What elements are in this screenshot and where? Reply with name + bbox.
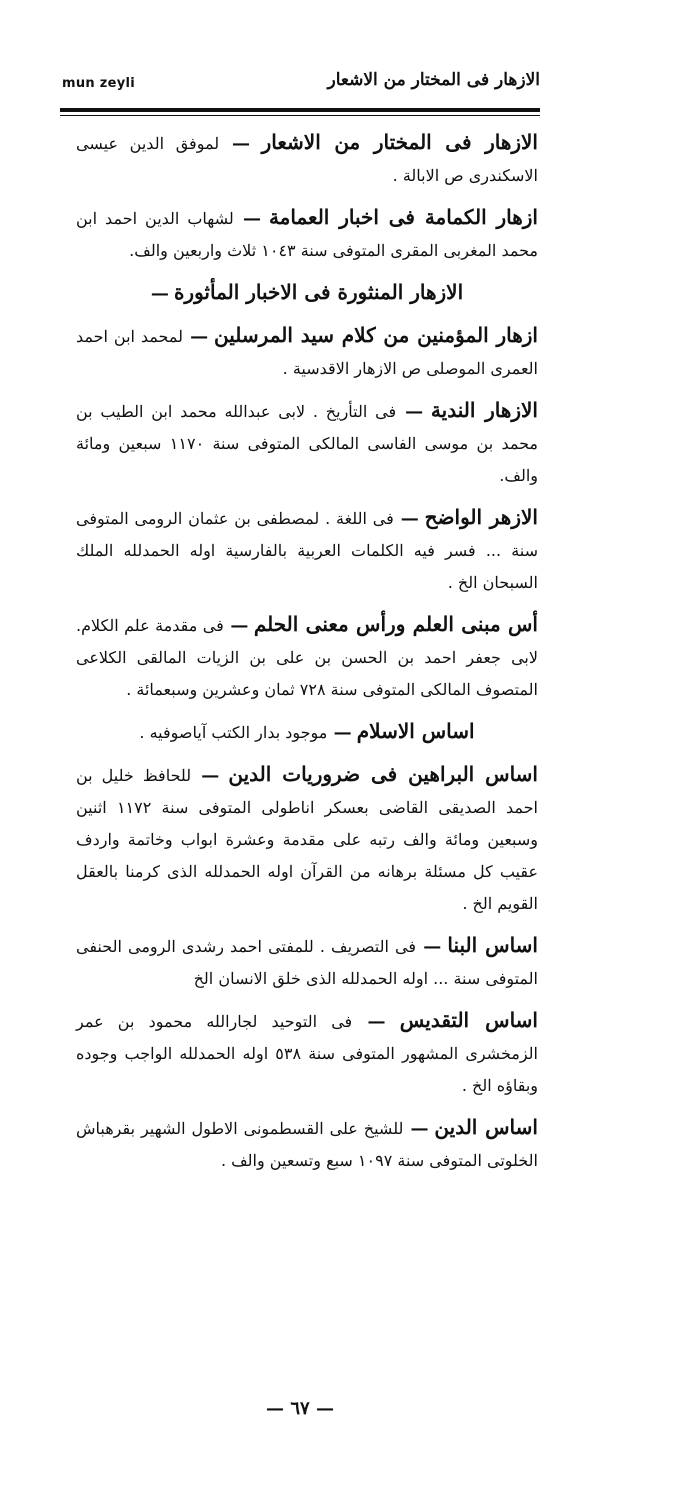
entry-2: ازهار الكمامة فى اخبار العمامة — لشهاب الدين احمد ابن محمد المغربى المقرى المتوفى سنة ١٠٤٣ ثلاث واربعين والف. [76, 205, 538, 260]
entry-title: أس مبنى العلم ورأس معنى الحلم [253, 612, 538, 636]
entry-title: الازهار الندية [430, 398, 538, 422]
entry-1: الازهار فى المختار من الاشعار — لموفق الدين عيسى الاسكندرى ص الابالة . [76, 130, 538, 185]
entry-body: موجود بدار الكتب آياصوفيه . [139, 723, 328, 742]
entry-title: اساس الاسلام [356, 719, 475, 743]
entry-body: فى التصريف . للمفتى احمد رشدى الرومى الحنفى المتوفى سنة ... اوله الحمدلله الذى خلق الانسان الخ [76, 937, 538, 988]
entry-11: اساس التقديس — فى التوحيد لجارالله محمود بن عمر الزمخشرى المشهور المتوفى سنة ٥٣٨ اوله الحمدلله الواجب وجوده وبقاؤه الخ . [76, 1008, 538, 1095]
entry-title: الازهر الواضح [424, 505, 538, 529]
entry-body: فى مقدمة علم الكلام. لابى جعفر احمد بن الحسن بن على بن الزيات المالقى الكلاعى المتصوف المالكى المتوفى سنة ٧٢٨ ثمان وعشرين وسبعمائة . [76, 616, 538, 699]
header-left-text: mun zeyli [62, 76, 136, 91]
entry-title: اساس التقديس [399, 1008, 538, 1032]
entry-4: ازهار المؤمنين من كلام سيد المرسلين — لمحمد ابن احمد العمرى الموصلى ص الازهار الاقدسية . [76, 323, 538, 378]
entry-3: الازهار المنثورة فى الاخبار المأثورة — [150, 280, 464, 304]
entry-body: للحافظ خليل بن احمد الصديقى القاضى بعسكر اناطولى المتوفى سنة ١١٧٢ اثنين وسبعين ومائة والف رتبه على مقدمة وعشرة ابواب وخاتمة واردف عقيب كل مسئلة برهانه من القرآن اوله الحمدلله الذى كرمنا بالعقل القويم الخ . [76, 766, 539, 913]
entry-title: الازهار فى المختار من الاشعار [261, 130, 538, 154]
entry-8: اساس الاسلام — موجود بدار الكتب آياصوفيه . [139, 719, 475, 743]
entries-list [76, 126, 538, 1186]
entry-6: الازهر الواضح — فى اللغة . لمصطفى بن عثمان الرومى المتوفى سنة ... فسر فيه الكلمات العربية بالفارسية اوله الحمدلله الملك السبحان الخ . [76, 505, 538, 592]
entry-body: لشهاب الدين احمد ابن محمد المغربى المقرى المتوفى سنة ١٠٤٣ ثلاث واربعين والف. [76, 209, 538, 260]
entry-body: فى اللغة . لمصطفى بن عثمان الرومى المتوفى سنة ... فسر فيه الكلمات العربية بالفارسية اوله الحمدلله الملك السبحان الخ . [76, 509, 538, 592]
entry-7: أس مبنى العلم ورأس معنى الحلم — فى مقدمة علم الكلام. لابى جعفر احمد بن الحسن بن على بن الزيات المالقى الكلاعى المتصوف المالكى المتوفى سنة ٧٢٨ ثمان وعشرين وسبعمائة . [76, 612, 538, 699]
header-rule-thick [60, 108, 540, 112]
entry-5: الازهار الندية — فى التأريخ . لابى عبدالله محمد ابن الطيب بن محمد بن موسى الفاسى المالكى المتوفى سنة ١١٧٠ سبعين ومائة والف. [76, 398, 539, 485]
running-header [62, 70, 540, 110]
entry-body: للشيخ على القسطمونى الاطول الشهير بقرهباش الخلوتى المتوفى سنة ١٠٩٧ سبع وتسعين والف . [76, 1119, 538, 1170]
entry-title: ازهار المؤمنين من كلام سيد المرسلين [214, 323, 538, 347]
entry-body: لمحمد ابن احمد العمرى الموصلى ص الازهار الاقدسية . [76, 327, 538, 378]
entry-title: ازهار الكمامة فى اخبار العمامة [268, 205, 538, 229]
entry-title: الازهار المنثورة فى الاخبار المأثورة [173, 280, 464, 304]
entry-body: فى التوحيد لجارالله محمود بن عمر الزمخشرى المشهور المتوفى سنة ٥٣٨ اوله الحمدلله الواجب وجوده وبقاؤه الخ . [76, 1012, 538, 1095]
entry-title: اساس البراهين فى ضروريات الدين [228, 762, 538, 786]
entry-title: اساس البنا [447, 933, 538, 957]
entry-body: فى التأريخ . لابى عبدالله محمد ابن الطيب بن محمد بن موسى الفاسى المالكى المتوفى سنة ١١٧٠ سبعين ومائة والف. [76, 402, 539, 485]
entry-title: اساس الدين [434, 1115, 538, 1139]
entry-12: اساس الدين — للشيخ على القسطمونى الاطول الشهير بقرهباش الخلوتى المتوفى سنة ١٠٩٧ سبع وتسعين والف . [76, 1115, 538, 1170]
header-rule-thin [60, 115, 540, 116]
page-number: — ٦٧ — [266, 1398, 334, 1419]
header-title: الازهار فى المختار من الاشعار [327, 70, 540, 90]
entry-body: لموفق الدين عيسى الاسكندرى ص الابالة . [76, 134, 538, 185]
entry-9: اساس البراهين فى ضروريات الدين — للحافظ خليل بن احمد الصديقى القاضى بعسكر اناطولى المتوفى سنة ١١٧٢ اثنين وسبعين ومائة والف رتبه على مقدمة وعشرة ابواب وخاتمة واردف عقيب كل مسئلة برهانه من القرآن اوله الحمدلله الذى كرمنا بالعقل القويم الخ . [76, 762, 539, 913]
entry-10: اساس البنا — فى التصريف . للمفتى احمد رشدى الرومى الحنفى المتوفى سنة ... اوله الحمدلله الذى خلق الانسان الخ [76, 933, 538, 988]
